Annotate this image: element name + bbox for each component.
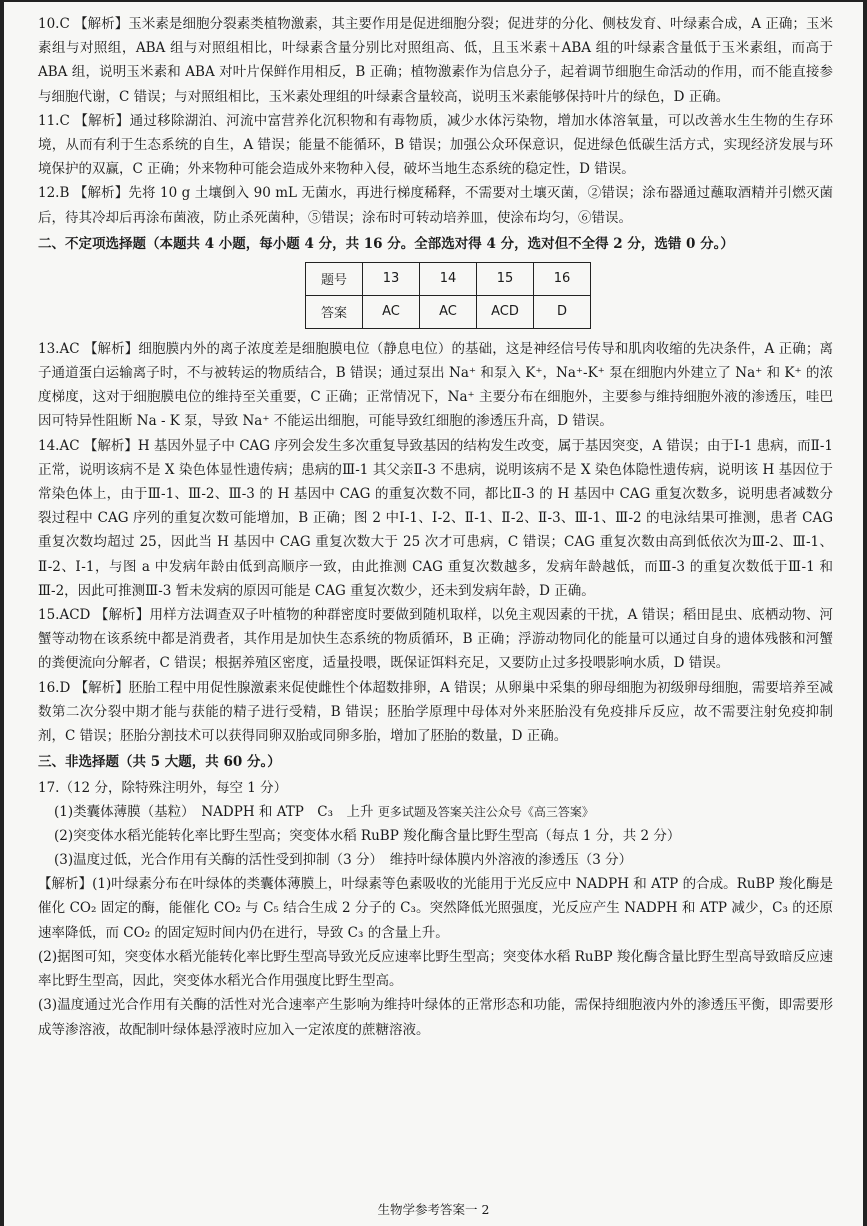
section-2-heading: 二、不定项选择题（本题共 4 小题，每小题 4 分，共 16 分。全部选对得 4 分，选对但不全得 2 分，选错 0 分。） [38,235,734,252]
table-cell: ACD [477,295,534,328]
table-cell: AC [420,295,477,328]
q17-explanation-2: (2)据图可知，突变体水稻光能转化率比野生型高导致光反应速率比野生型高；突变体水稻 RuBP 羧化酶含量比野生型高导致暗反应速率比野生型高，因此，突变体水稻光合作用强度比野生型高。 [38,948,833,990]
table-row [306,262,591,295]
page-footer: 生物学参考答案一 2 [377,1202,490,1217]
q17-answer-1 [38,800,833,824]
q17-heading: 17.（12 分，除特殊注明外，每空 1 分） [38,780,288,797]
answer-q13: 13.AC 【解析】细胞膜内外的离子浓度差是细胞膜电位（静息电位）的基础，这是神经信号传导和肌肉收缩的先决条件，A 正确；离子通道蛋白运输离子时，不与被转运的物质结合，B 错误；通过泵出 Na⁺ 和泵入 K⁺，Na⁺-K⁺ 泵在细胞内外建立了 Na⁺ 和 K⁺ 的浓度梯度，这对于细胞膜电位的维持至关重要，C 正确；正常情况下，Na⁺ 主要分布在细胞外，主要参与维持细胞外液的渗透压，哇巴因可特异性阻断 Na - K 泵，导致 Na⁺ 不能运出细胞，可能导致红细胞的渗透压升高，D 错误。 [38,340,833,430]
answer-q12: 12.B 【解析】先将 10 g 土壤倒入 90 mL 无菌水，再进行梯度稀释，不需要对土壤灭菌，②错误；涂布器通过蘸取酒精并引燃灭菌后，待其冷却后再涂布菌液，防止杀死菌种，⑤错误；涂布时可转动培养皿，使涂布均匀，⑥错误。 [38,185,833,226]
table-cell: AC [363,295,420,328]
table-cell: 16 [534,262,591,295]
answer-q11: 11.C 【解析】通过移除湖泊、河流中富营养化沉积物和有毒物质，减少水体污染物，增加水体溶氧量，可以改善水生生物的生存环境，从而有利于生态系统的自生，A 错误；能量不能循环，B 错误；加强公众环保意识，促进绿色低碳生活方式，实现经济发展与环境保护的双赢，C 正确；外来物种可能会造成外来物种入侵，破坏当地生态系统的稳定性，D 错误。 [38,112,833,178]
table-cell: 13 [363,262,420,295]
answer-q16: 16.D 【解析】胚胎工程中用促性腺激素来促使雌性个体超数排卵，A 错误；从卵巢中采集的卵母细胞为初级卵母细胞，需要培养至减数第二次分裂中期才能与获能的精子进行受精，B 错误；胚胎学原理中母体对外来胚胎没有免疫排斥反应，故不需要注射免疫抑制剂，C 错误；胚胎分割技术可以获得同卵双胎或同卵多胎，增加了胚胎的数量，D 正确。 [38,679,833,745]
q17-explanation-3: (3)温度通过光合作用有关酶的活性对光合速率产生影响为维持叶绿体的正常形态和功能，需保持细胞液内外的渗透压平衡，即需要形成等渗溶液，故配制叶绿体悬浮液时应加入一定浓度的蔗糖溶液。 [38,997,833,1038]
table-row [306,295,591,328]
q17-answer-2: (2)突变体水稻光能转化率比野生型高；突变体水稻 RuBP 羧化酶含量比野生型高（每点 1 分，共 2 分） [54,828,681,845]
table-answer-label: 答案 [306,295,363,328]
q17-explanation-1: 【解析】(1)叶绿素分布在叶绿体的类囊体薄膜上，叶绿素等色素吸收的光能用于光反应中 NADPH 和 ATP 的合成。RuBP 羧化酶是催化 CO₂ 固定的酶，能催化 CO₂ 与 C₅ 结合生成 2 分子的 C₃。突然降低光照强度，光反应产生 NADPH 和 ATP 减少，C₃ 的还原速率降低，而 CO₂ 的固定短时间内仍在进行，导致 C₃ 的含量上升。 [38,876,833,941]
answer-q10: 10.C 【解析】玉米素是细胞分裂素类植物激素，其主要作用是促进细胞分裂；促进芽的分化、侧枝发育、叶绿素合成，A 正确；玉米素组与对照组，ABA 组与对照组相比，叶绿素含量分别比对照组高、低，且玉米素＋ABA 组的叶绿素含量低于玉米素组，而高于 ABA 组，说明玉米素和 ABA 对叶片保鲜作用相反，B 正确；植物激素作为信息分子，起着调节细胞生命活动的作用，而不能直接参与细胞代谢，C 错误；与对照组相比，玉米素处理组的叶绿素含量较高，说明玉米素能够保持叶片的绿色，D 正确。 [38,16,833,105]
table-cell: D [534,295,591,328]
section-3-heading: 三、非选择题（共 5 大题，共 60 分。） [38,754,281,771]
table-cell: 15 [477,262,534,295]
answer-q14: 14.AC 【解析】H 基因外显子中 CAG 序列会发生多次重复导致基因的结构发生改变，属于基因突变，A 错误；由于Ⅰ-1 患病，而Ⅱ-1 正常，说明该病不是 X 染色体显性遗传病；患病的Ⅲ-1 其父亲Ⅱ-3 不患病，说明该病不是 X 染色体隐性遗传病，说明该 H 基因位于常染色体上，由于Ⅲ-1、Ⅲ-2、Ⅲ-3 的 H 基因中 CAG 的重复次数不同，都比Ⅱ-3 的 H 基因中 CAG 重复次数多，说明患者减数分裂过程中 CAG 序列的重复次数可能增加，B 正确；图 2 中Ⅰ-1、Ⅰ-2、Ⅱ-1、Ⅱ-2、Ⅱ-3、Ⅲ-1、Ⅲ-2 的电泳结果可推测，患者 CAG 重复次数均超过 25，因此当 H 基因中 CAG 重复次数大于 25 次才可患病，C 错误；CAG 重复次数由高到低依次为Ⅲ-2、Ⅲ-1、Ⅱ-2、Ⅰ-1，与图 a 中发病年龄由低到高顺序一致，由此推测 CAG 重复次数越多，发病年龄越低，而Ⅲ-3 的重复次数低于Ⅲ-1 和Ⅲ-2，因此可推测Ⅲ-3 暂未发病的原因可能是 CAG 重复次数少，还未到发病年龄，D 正确。 [38,437,833,599]
q17-answer-3: (3)温度过低，光合作用有关酶的活性受到抑制（3 分） 维持叶绿体膜内外溶液的渗透压（3 分） [54,852,633,869]
q17-answer-1-text: (1)类囊体薄膜（基粒） NADPH 和 ATP C₃ 上升 [54,804,374,821]
answer-table [305,262,591,329]
answer-q15: 15.ACD 【解析】用样方法调查双子叶植物的种群密度时要做到随机取样，以免主观因素的干扰，A 错误；稻田昆虫、底栖动物、河蟹等动物在该系统中都是消费者，其作用是加快生态系统的物质循环，B 正确；浮游动物同化的能量可以通过自身的遗体残骸和河蟹的粪便流向分解者，C 错误；根据养殖区密度，适量投喂，既保证饵料充足，又要防止过多投喂影响水质，D 错误。 [38,607,833,672]
table-cell: 14 [420,262,477,295]
table-header-label: 题号 [306,262,363,295]
promo-watermark: 更多试题及答案关注公众号《高三答案》 [377,805,594,820]
